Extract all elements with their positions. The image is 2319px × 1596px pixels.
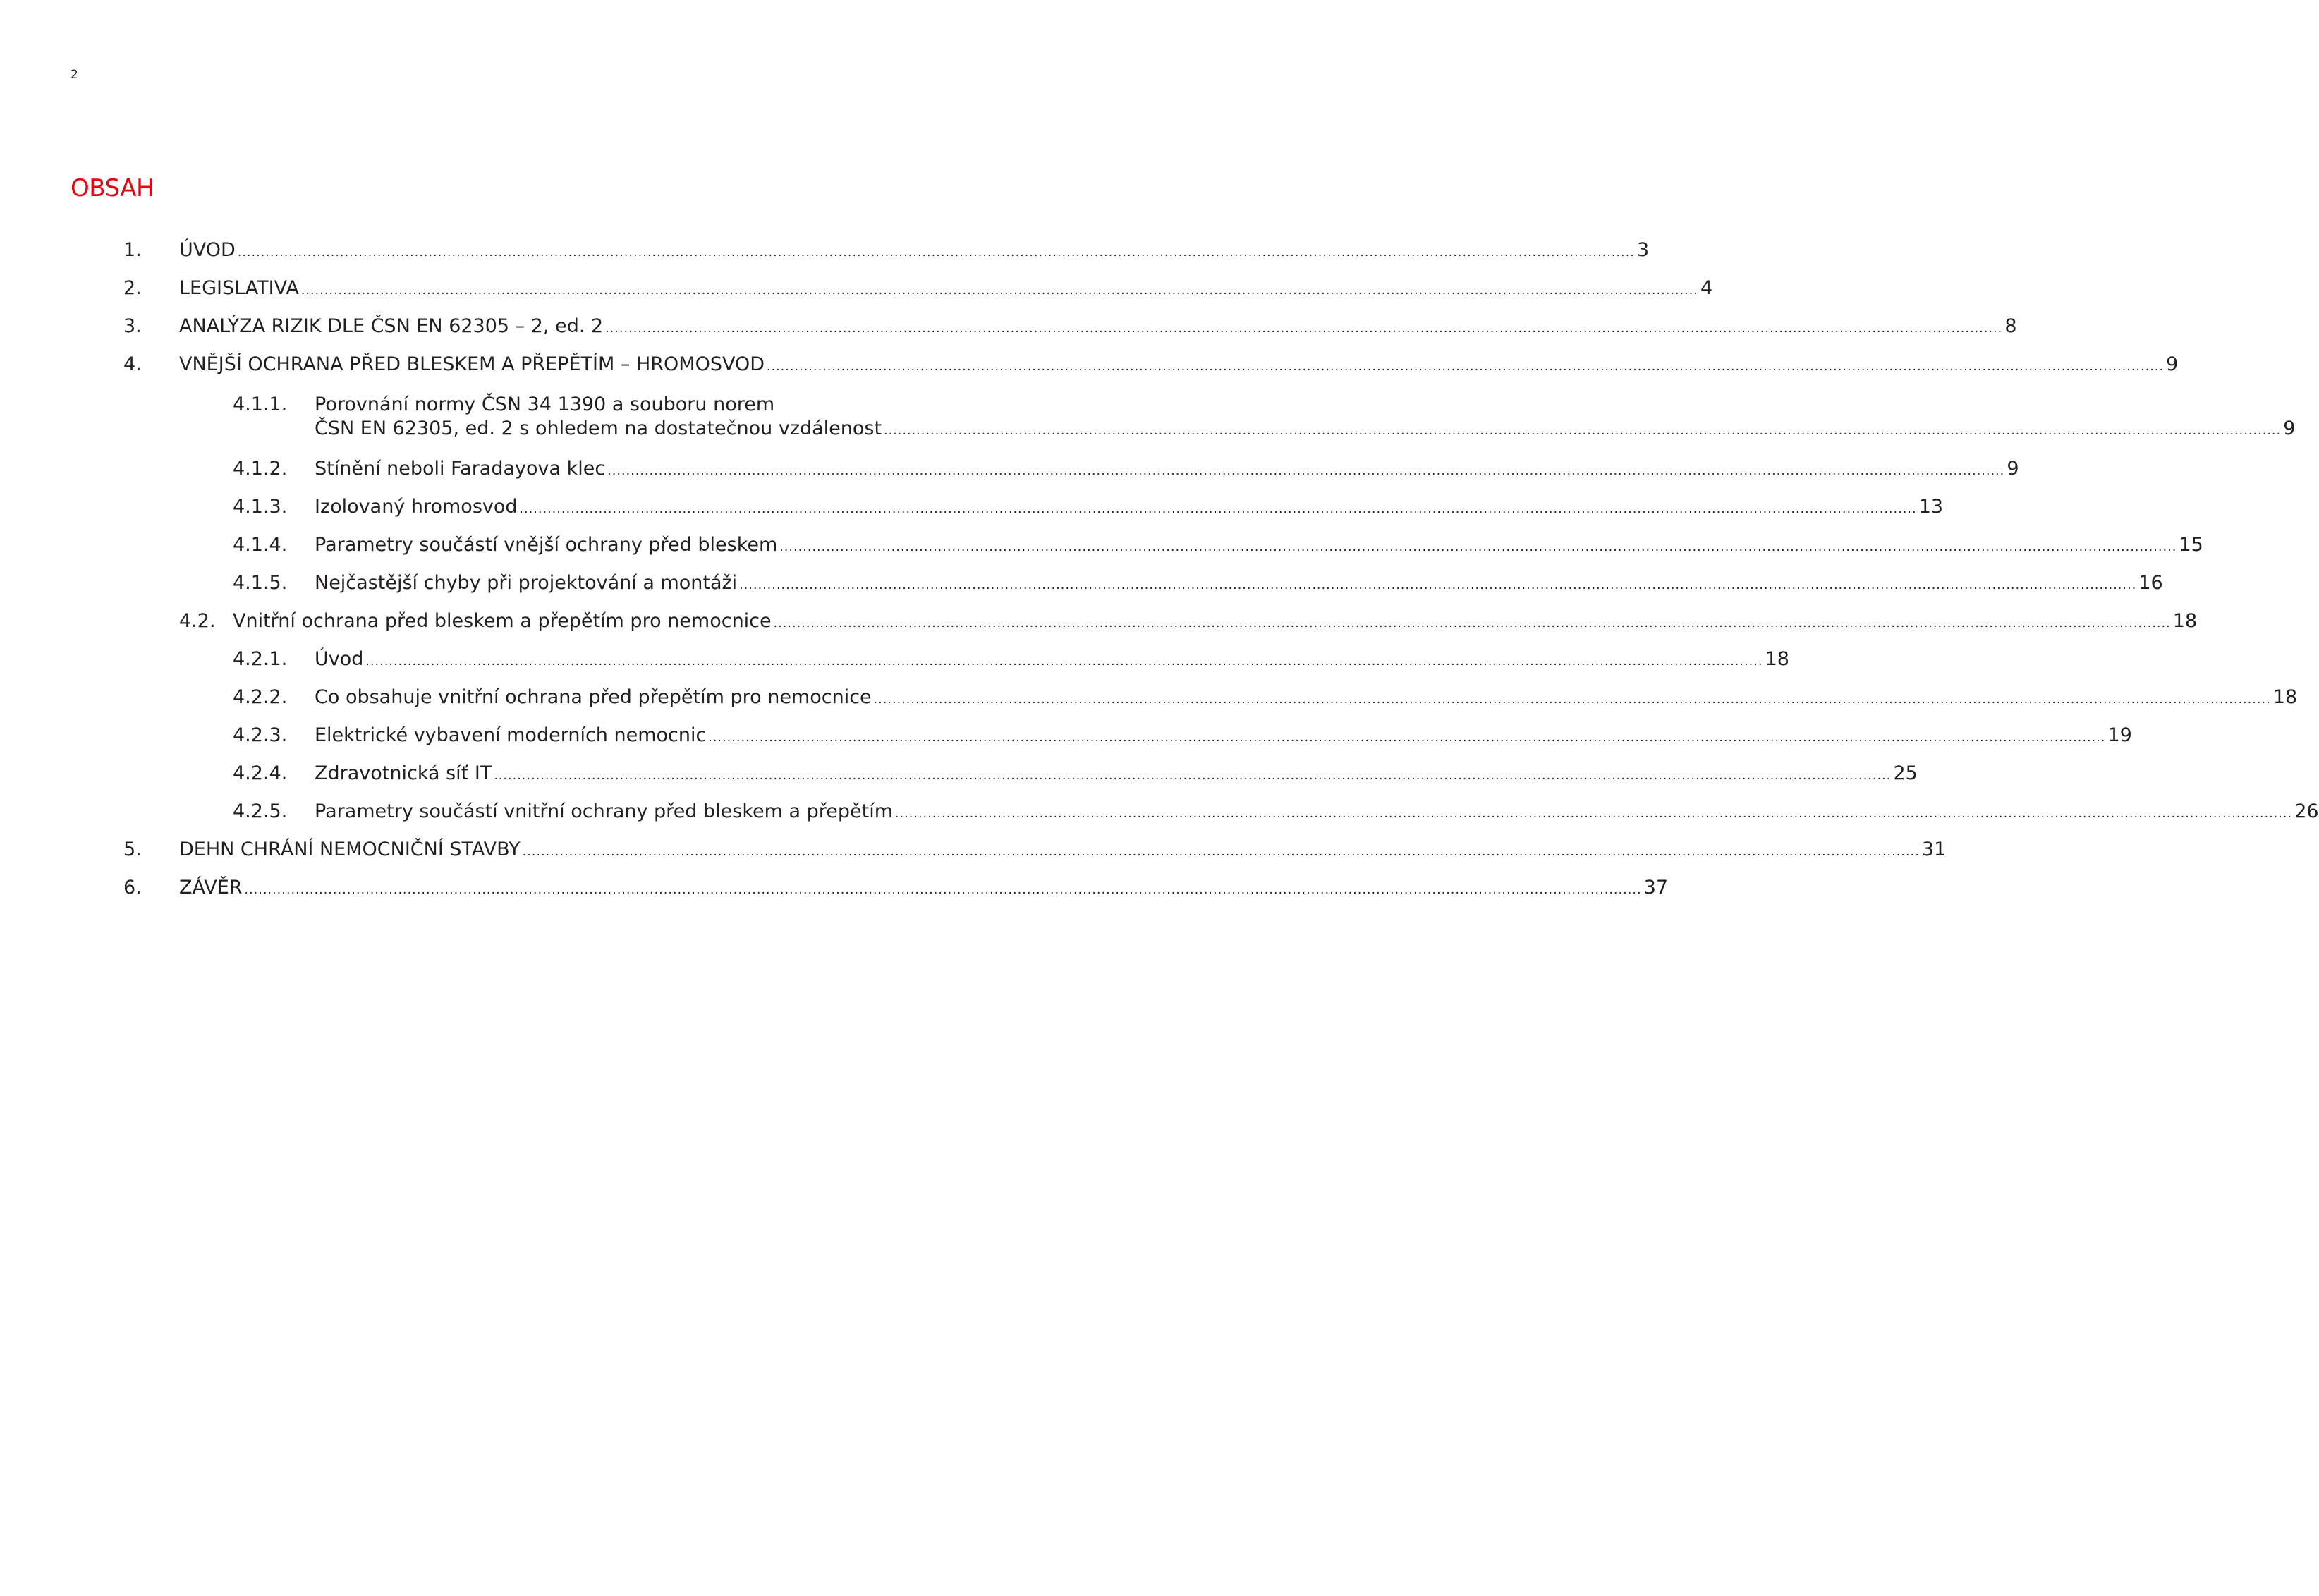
dot-leader: ............................................................................................................................................................................................................................................................................................................ [884,424,2282,438]
toc-entry-number: 1. [123,239,142,261]
toc-entry-number: 4.2.2. [233,686,288,708]
toc-entry-4-1-2[interactable] [233,457,2019,483]
toc-entry-4-2-1[interactable] [233,647,1789,674]
toc-entry-title: Vnitřní ochrana před bleskem a přepětím pro nemocnice [233,610,772,632]
toc-entry-line-2 [315,417,2295,443]
toc-entry-number: 4.1.4. [233,534,288,556]
toc-entry-5[interactable] [123,838,1947,864]
toc-entry-number: 6. [123,877,142,898]
toc-entry-title: Zdravotnická síť IT [315,762,492,784]
toc-entry-title: ÚVOD [179,239,236,261]
toc-entry-number: 4.2.4. [233,762,288,784]
toc-entry-title: Stínění neboli Faradayova klec [315,458,606,480]
toc-entry-4-2-2[interactable] [233,686,2298,712]
toc-entry-title-line-2: ČSN EN 62305, ed. 2 s ohledem na dostatečnou vzdálenost [315,418,882,439]
toc-entry-number: 3. [123,315,142,337]
dot-leader: ............................................................................................................................................................................................................................................................................................................ [873,693,2271,707]
toc-entry-3[interactable] [123,315,2017,341]
toc-entry-4-1-3[interactable] [233,495,1944,521]
dot-leader: ............................................................................................................................................................................................................................................................................................................ [773,616,2171,631]
toc-entry-number: 4.1.5. [233,572,288,594]
toc-entry-page: 19 [2107,724,2132,746]
toc-entry-page: 15 [2179,534,2203,556]
toc-entry-title: VNĚJŠÍ OCHRANA PŘED BLESKEM A PŘEPĚTÍM – HROMOSVOD [179,353,765,375]
toc-entry-title: Elektrické vybavení moderních nemocnic [315,724,707,746]
toc-entry-page: 18 [1765,648,1789,670]
toc-entry-title: LEGISLATIVA [179,277,299,299]
toc-entry-number: 2. [123,277,142,299]
toc-entry-4-1-1[interactable] [233,393,2296,443]
toc-entry-title-line-1: Porovnání normy ČSN 34 1390 a souboru norem [315,394,775,415]
toc-entry-number: 5. [123,839,142,860]
dot-leader: ............................................................................................................................................................................................................................................................................................................ [895,807,2293,821]
dot-leader: ............................................................................................................................................................................................................................................................................................................ [739,578,2137,592]
toc-entry-page: 4 [1700,277,1713,299]
dot-leader: ............................................................................................................................................................................................................................................................................................................ [708,731,2106,745]
toc-entry-page: 9 [2283,418,2296,439]
dot-leader: ............................................................................................................................................................................................................................................................................................................ [519,502,1917,516]
toc-entry-title: Izolovaný hromosvod [315,496,518,518]
page-number: 2 [71,68,78,82]
dot-leader: ............................................................................................................................................................................................................................................................................................................ [779,540,2177,554]
toc-entry-4-2-5[interactable] [233,800,2319,826]
toc-entry-page: 16 [2138,572,2163,594]
toc-entry-page: 26 [2294,800,2319,822]
toc-entry-page: 3 [1636,239,1650,261]
toc-entry-title: Parametry součástí vnitřní ochrany před bleskem a přepětím [315,800,894,822]
toc-entry-4-1-5[interactable] [233,571,2163,597]
toc-entry-1[interactable] [123,238,1650,264]
toc-entry-number: 4.2.1. [233,648,288,670]
toc-entry-page: 9 [2166,353,2179,375]
toc-entry-page: 18 [2172,610,2198,632]
toc-entry-page: 9 [2007,458,2019,480]
dot-leader: ............................................................................................................................................................................................................................................................................................................ [494,769,1892,783]
toc-heading: OBSAH [71,174,154,202]
toc-entry-4-1-4[interactable] [233,533,2203,559]
toc-entry-number: 4.1.2. [233,458,288,480]
dot-leader: ............................................................................................................................................................................................................................................................................................................ [767,360,2165,374]
dot-leader: ............................................................................................................................................................................................................................................................................................................ [237,245,1635,260]
toc-entry-title: Nejčastější chyby při projektování a montáži [315,572,738,594]
dot-leader: ............................................................................................................................................................................................................................................................................................................ [607,464,2005,478]
toc-entry-6[interactable] [123,876,1669,902]
dot-leader: ............................................................................................................................................................................................................................................................................................................ [244,883,1642,897]
toc-entry-title: ZÁVĚR [179,877,243,898]
toc-entry-4-2-3[interactable] [233,724,2132,750]
toc-entry-number: 4.1.3. [233,496,288,518]
toc-entry-page: 13 [1918,496,1944,518]
toc-entry-number: 4.1.1. [233,394,288,415]
toc-entry-page: 18 [2272,686,2298,708]
toc-entry-title: Co obsahuje vnitřní ochrana před přepětím pro nemocnice [315,686,872,708]
toc-entry-number: 4.2.3. [233,724,288,746]
dot-leader: ............................................................................................................................................................................................................................................................................................................ [365,654,1763,669]
toc-entry-number: 4.2. [179,610,216,632]
dot-leader: ............................................................................................................................................................................................................................................................................................................ [522,845,1920,859]
toc-entry-2[interactable] [123,276,1713,303]
dot-leader: ............................................................................................................................................................................................................................................................................................................ [300,284,1698,298]
toc-entry-title: Parametry součástí vnější ochrany před bleskem [315,534,778,556]
toc-entry-page: 8 [2004,315,2017,337]
dot-leader: ............................................................................................................................................................................................................................................................................................................ [605,322,2003,336]
toc-entry-title: ANALÝZA RIZIK DLE ČSN EN 62305 – 2, ed. 2 [179,315,604,337]
toc-entry-title: Úvod [315,648,364,670]
toc-entry-number: 4. [123,353,142,375]
toc-entry-page: 25 [1893,762,1918,784]
toc-entry-page: 37 [1643,877,1669,898]
toc-entry-number: 4.2.5. [233,800,288,822]
toc-entry-body [315,393,2295,443]
toc-entry-4[interactable] [123,353,2179,379]
toc-entry-4-2[interactable] [179,609,2198,635]
toc-entry-title: DEHN CHRÁNÍ NEMOCNIČNÍ STAVBY [179,839,521,860]
toc-entry-4-2-4[interactable] [233,762,1918,788]
toc-entry-page: 31 [1921,839,1947,860]
